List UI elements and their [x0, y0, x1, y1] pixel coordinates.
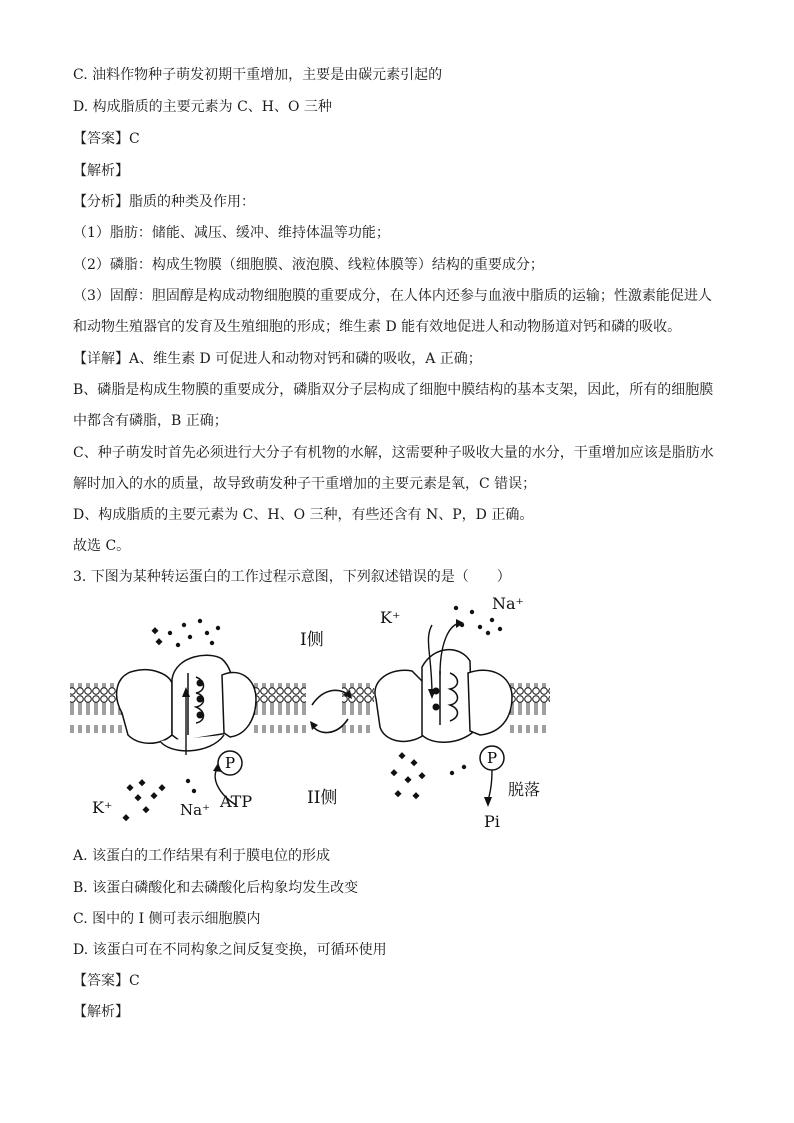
sterol-line-1: （3）固醇：胆固醇是构成动物细胞膜的重要成分，在人体内还参与血液中脂质的运输；性激素能促进人: [73, 288, 712, 304]
na-ion-bound-2: [197, 696, 204, 703]
atp-label: ATP: [220, 792, 253, 811]
phospholipid-line: （2）磷脂：构成生物膜（细胞膜、液泡膜、线粒体膜等）结构的重要成分；: [73, 257, 544, 273]
k-label-top: K⁺: [380, 608, 401, 627]
svg-text:P: P: [224, 754, 236, 772]
pi-label: Pi: [484, 812, 500, 831]
na-ion-bound-1: [197, 680, 204, 687]
sterol-line-2: 和动物生殖器官的发育及生殖细胞的形成；维生素 D 能有效地促进人和动物肠道对钙和磷的吸收。: [73, 319, 682, 335]
option-d: D. 该蛋白可在不同构象之间反复变换，可循环使用: [73, 942, 387, 958]
question-3: 3. 下图为某种转运蛋白的工作过程示意图，下列叙述错误的是（ ）: [73, 569, 511, 585]
fat-line: （1）脂肪：储能、减压、缓冲、维持体温等功能；: [73, 225, 390, 241]
conclusion: 故选 C。: [73, 538, 131, 554]
svg-text:P: P: [486, 749, 498, 767]
detail-c-1: C、种子萌发时首先必须进行大分子有机物的水解，这需要种子吸收大量的水分，干重增加应该是脂肪水: [73, 445, 714, 461]
option-b: B. 该蛋白磷酸化和去磷酸化后构象均发生改变: [73, 880, 359, 896]
membrane-right-1: [342, 683, 374, 733]
analysis-heading-2: 【解析】: [73, 1004, 129, 1020]
transport-protein-figure: [60, 595, 560, 835]
detail-b-2: 中都含有磷脂，B 正确；: [73, 413, 228, 429]
analysis-intro: 【分析】脂质的种类及作用：: [73, 194, 255, 210]
side-one-label: I侧: [300, 630, 324, 650]
pi-arrow: [488, 770, 492, 801]
membrane-right-2: [508, 683, 550, 733]
detail-c-2: 解时加入的水的质量，故导致萌发种子干重增加的主要元素是氧，C 错误；: [73, 476, 537, 492]
na-ion-bound-3: [197, 712, 204, 719]
option-a: A. 该蛋白的工作结果有利于膜电位的形成: [73, 848, 331, 864]
protein-right: [375, 650, 512, 743]
membrane-left-2: [250, 683, 306, 733]
detail-d: D、构成脂质的主要元素为 C、H、O 三种，有些还含有 N、P，D 正确。: [73, 507, 534, 523]
na-label-top: Na⁺: [492, 595, 524, 613]
side-two-label: II侧: [307, 788, 338, 808]
answer-line: 【答案】C: [73, 131, 140, 147]
analysis-heading: 【解析】: [73, 163, 129, 179]
k-label-bottom: K⁺: [92, 798, 113, 817]
paragraph-d: D. 构成脂质的主要元素为 C、H、O 三种: [73, 99, 332, 115]
detail-b-1: B、磷脂是构成生物膜的重要成分，磷脂双分子层构成了细胞中膜结构的基本支架，因此，所有的细胞膜: [73, 382, 714, 398]
detach-label: 脱落: [508, 780, 541, 799]
k-ion-bound-2: [433, 704, 440, 711]
answer-line-2: 【答案】C: [73, 973, 140, 989]
paragraph-c: C. 油料作物种子萌发初期干重增加，主要是由碳元素引起的: [73, 67, 443, 83]
na-label-bottom: Na⁺: [180, 801, 210, 819]
detail-a: 【详解】A、维生素 D 可促进人和动物对钙和磷的吸收，A 正确；: [73, 351, 482, 367]
option-c: C. 图中的 I 侧可表示细胞膜内: [73, 911, 261, 927]
